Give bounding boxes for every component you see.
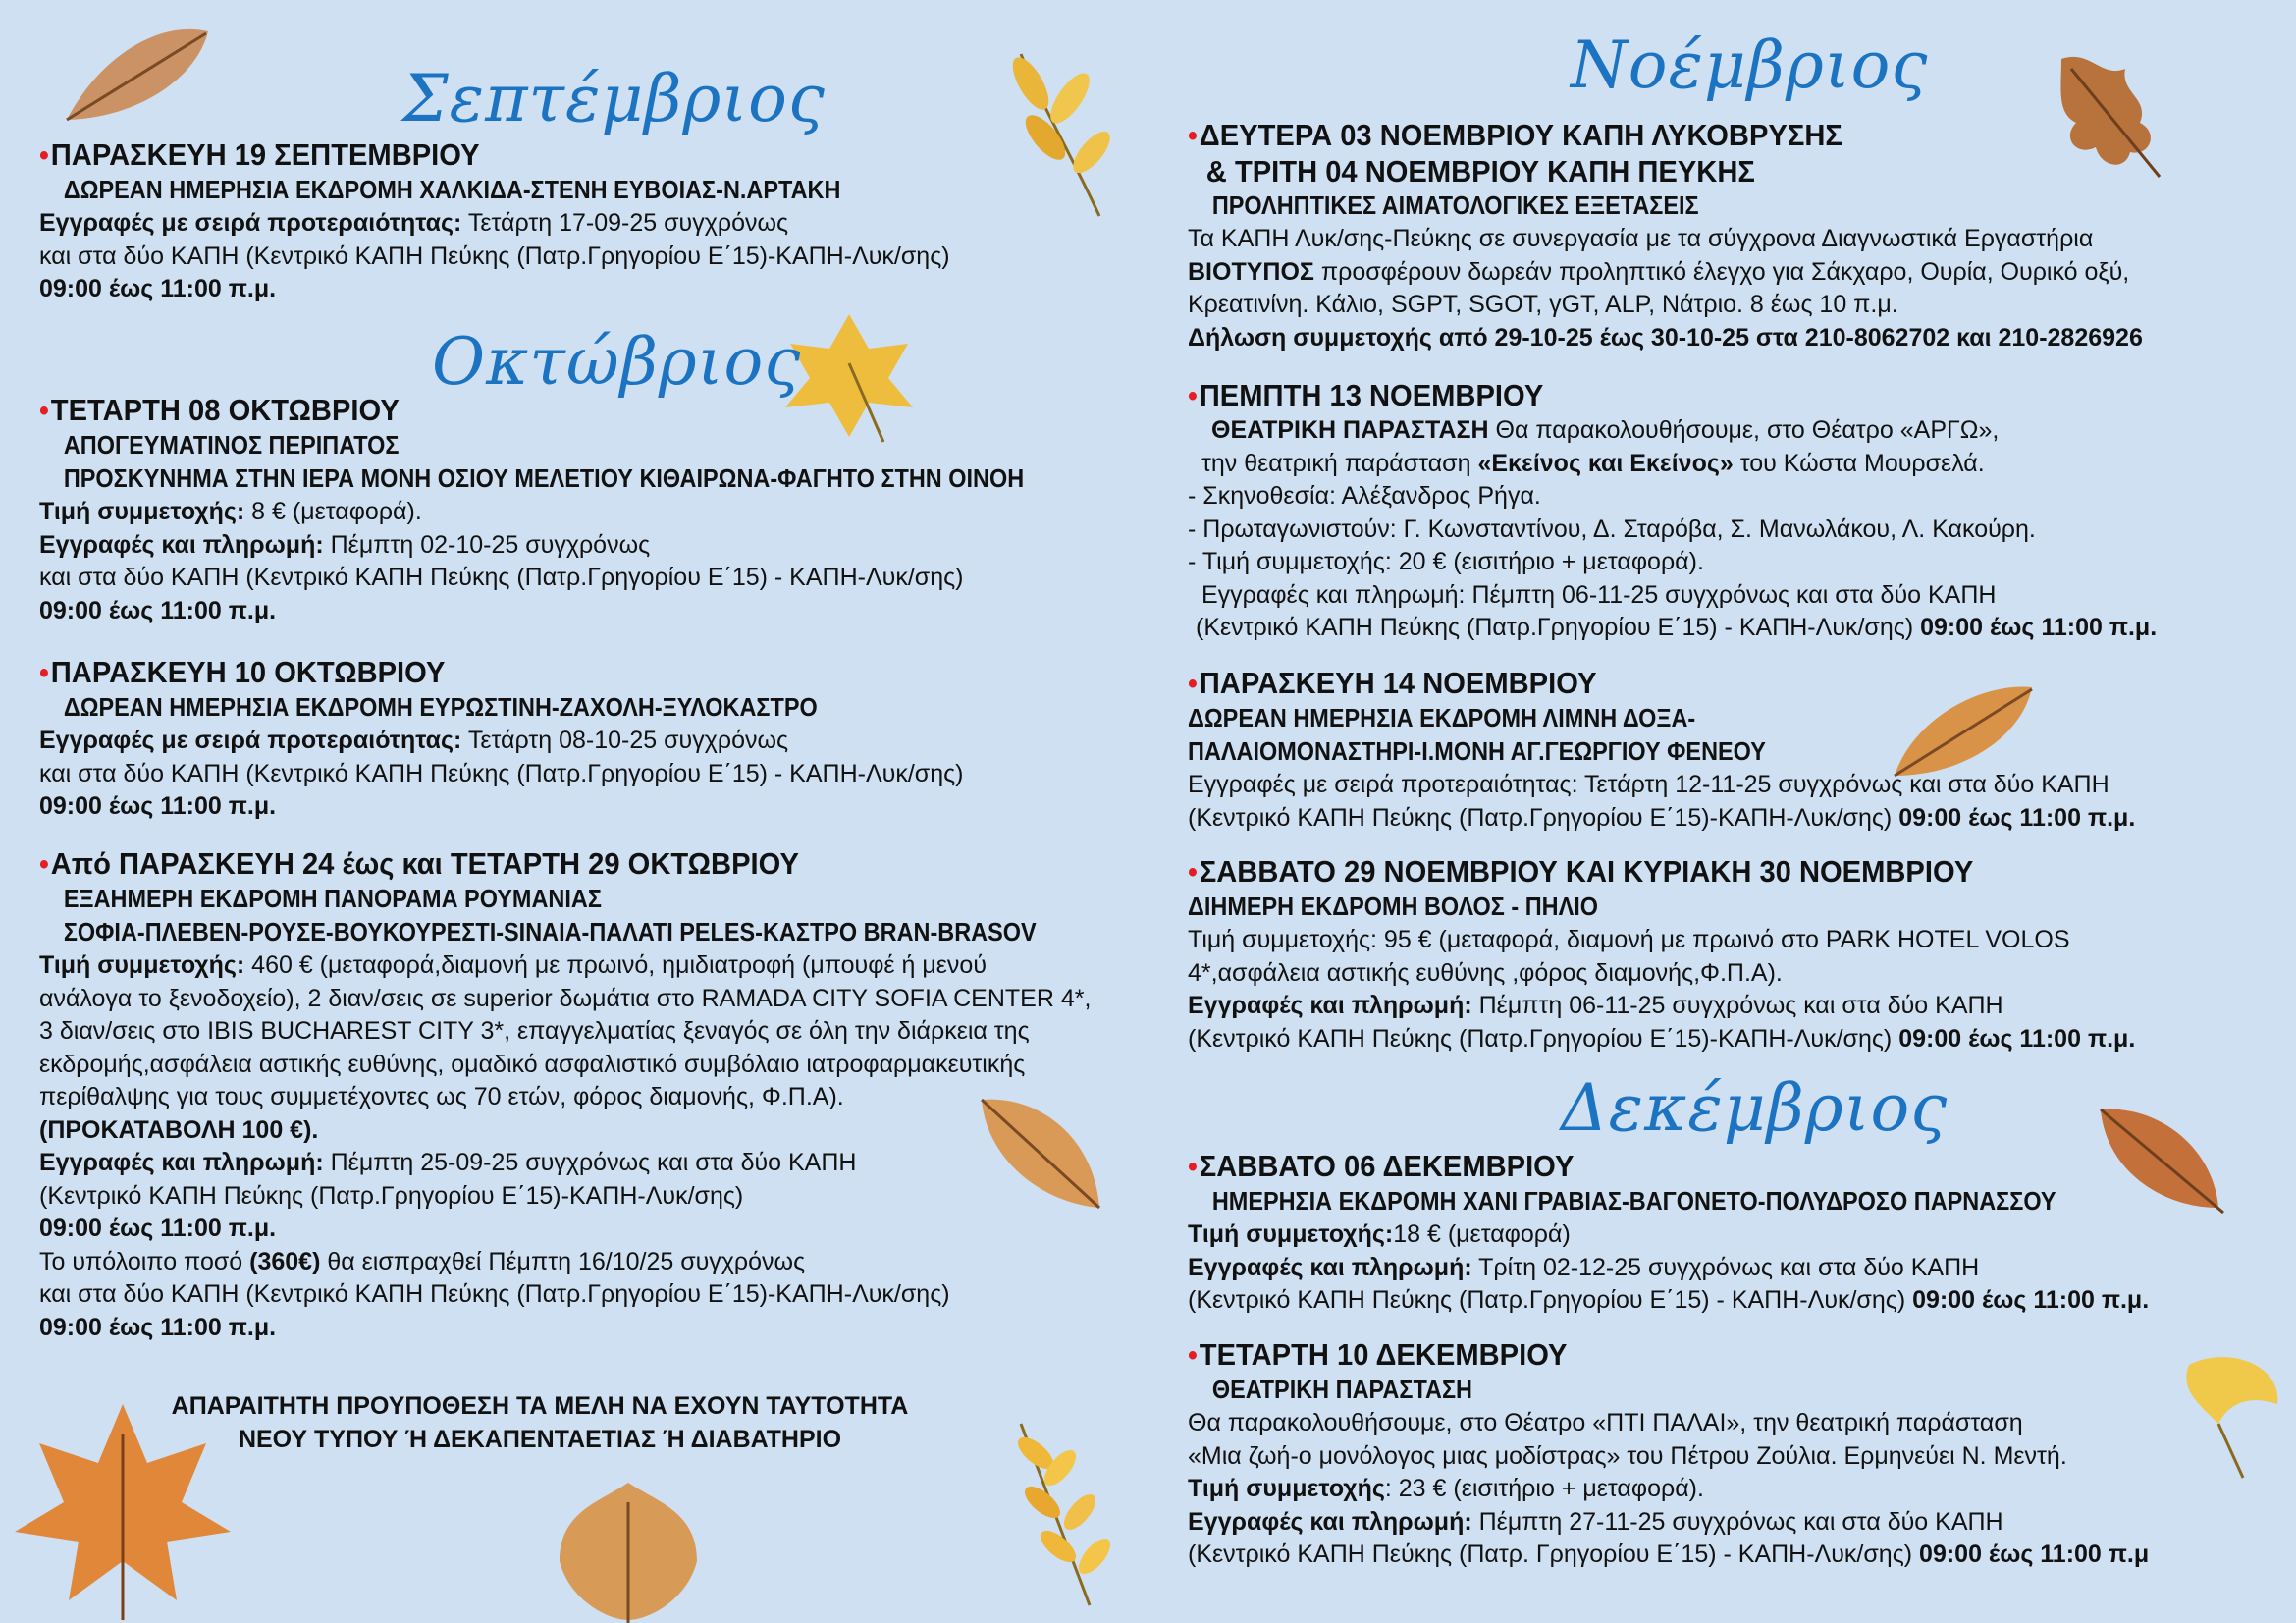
event-subtitle: ΔΙΗΜΕΡΗ ΕΚΔΡΟΜΗ ΒΟΛΟΣ - ΠΗΛΙΟ <box>1188 893 1599 921</box>
event-line: περίθαλψης για τους συμμετέχοντες ως 70 ετών, φόρος διαμονής, Φ.Π.Α). <box>39 1083 844 1110</box>
event-subtitle: ΑΠΟΓΕΥΜΑΤΙΝΟΣ ΠΕΡΙΠΑΤΟΣ <box>63 432 400 460</box>
bullet-icon: • <box>1188 1151 1198 1183</box>
event-line: Εγγραφές και πληρωμή: Τρίτη 02-12-25 συγχρόνως και στα δύο ΚΑΠΗ <box>1188 1253 1980 1281</box>
bullet-icon: • <box>1188 120 1198 152</box>
event-line: Εγγραφές και πληρωμή: Πέμπτη 06-11-25 συγχρόνως και στα δύο ΚΑΠΗ <box>1188 992 2003 1019</box>
event-line: (Κεντρικό ΚΑΠΗ Πεύκης (Πατρ.Γρηγορίου Ε΄15)-ΚΑΠΗ-Λυκ/σης) <box>39 1181 744 1210</box>
event-time: 09:00 έως 11:00 π.μ. <box>39 596 277 624</box>
event-line: Τα ΚΑΠΗ Λυκ/σης-Πεύκης σε συνεργασία με τα σύγχρονα Διαγνωστικά Εργαστήρια <box>1188 225 2094 252</box>
event-time: 09:00 έως 11:00 π.μ. <box>39 275 277 302</box>
event-subtitle: ΕΞΑΗΜΕΡΗ ΕΚΔΡΟΜΗ ΠΑΝΟΡΑΜΑ ΡΟΥΜΑΝΙΑΣ <box>63 886 602 913</box>
event-line: ΒΙΟΤΥΠΟΣ προσφέρουν δωρεάν προληπτικό έλεγχο για Σάκχαρο, Ουρία, Ουρικό οξύ, <box>1188 257 2130 286</box>
month-heading-december: Δεκέμβριος <box>1561 1070 1949 1146</box>
event-subtitle: ΔΩΡΕΑΝ ΗΜΕΡΗΣΙΑ ΕΚΔΡΟΜΗ ΧΑΛΚΙΔΑ-ΣΤΕΝΗ ΕΥΒΟΙΑΣ-Ν.ΑΡΤΑΚΗ <box>63 177 841 204</box>
event-line: 4*,ασφάλεια αστικής ευθύνης ,φόρος διαμονής,Φ.Π.Α). <box>1188 958 1783 987</box>
bullet-icon: • <box>39 657 49 689</box>
event-title: ΠΑΡΑΣΚΕΥΗ 19 ΣΕΠΤΕΜΒΡΙΟΥ <box>50 137 480 172</box>
event-line: (Κεντρικό ΚΑΠΗ Πεύκης (Πατρ.Γρηγορίου Ε΄15) - ΚΑΠΗ-Λυκ/σης) 09:00 έως 11:00 π.μ. <box>1188 1286 2150 1314</box>
event-time: 09:00 έως 11:00 π.μ. <box>39 1215 277 1242</box>
event-subtitle: ΠΑΛΑΙΟΜΟΝΑΣΤΗΡΙ-Ι.ΜΟΝΗ ΑΓ.ΓΕΩΡΓΙΟΥ ΦΕΝΕΟΥ <box>1188 738 1766 766</box>
bullet-icon: • <box>1188 856 1198 889</box>
event-title: ΠΕΜΠΤΗ 13 ΝΟΕΜΒΡΙΟΥ <box>1199 378 1544 412</box>
event-line: - Τιμή συμμετοχής: 20 € (εισιτήριο + μεταφορά). <box>1188 548 1704 575</box>
event-oct-24-29 <box>39 846 1123 1344</box>
event-nov-03-04 <box>1188 118 2143 354</box>
event-line: (Κεντρικό ΚΑΠΗ Πεύκης (Πατρ.Γρηγορίου Ε΄15)-ΚΑΠΗ-Λυκ/σης) 09:00 έως 11:00 π.μ. <box>1188 1024 2136 1053</box>
event-line: Εγγραφές και πληρωμή: Πέμπτη 25-09-25 συγχρόνως και στα δύο ΚΑΠΗ <box>39 1149 857 1176</box>
event-title: ΣΑΒΒΑΤΟ 29 ΝΟΕΜΒΡΙΟΥ ΚΑΙ ΚΥΡΙΑΚΗ 30 ΝΟΕΜΒΡΙΟΥ <box>1199 854 1974 889</box>
event-subtitle: ΘΕΑΤΡΙΚΗ ΠΑΡΑΣΤΑΣΗ <box>1211 1377 1473 1404</box>
event-title: & ΤΡΙΤΗ 04 ΝΟΕΜΒΡΙΟΥ ΚΑΠΗ ΠΕΥΚΗΣ <box>1205 154 1755 189</box>
event-title: ΠΑΡΑΣΚΕΥΗ 10 ΟΚΤΩΒΡΙΟΥ <box>50 655 446 689</box>
event-title: ΤΕΤΑΡΤΗ 08 ΟΚΤΩΒΡΙΟΥ <box>50 393 400 427</box>
event-line: Εγγραφές με σειρά προτεραιότητας: Τετάρτη 12-11-25 συγχρόνως και στα δύο ΚΑΠΗ <box>1188 771 2109 798</box>
bullet-icon: • <box>39 139 49 172</box>
bullet-icon: • <box>1188 1339 1198 1372</box>
event-line: - Σκηνοθεσία: Αλέξανδρος Ρήγα. <box>1188 482 1541 510</box>
event-line: (Κεντρικό ΚΑΠΗ Πεύκης (Πατρ.Γρηγορίου Ε΄15)-ΚΑΠΗ-Λυκ/σης) 09:00 έως 11:00 π.μ. <box>1188 803 2136 832</box>
event-line: «Μια ζωή-ο μονόλογος μιας μοδίστρας» του Πέτρου Ζούλια. Ερμηνεύει Ν. Μεντή. <box>1188 1441 2067 1470</box>
event-line: Τιμή συμμετοχής: 23 € (εισιτήριο + μεταφορά). <box>1188 1475 1704 1502</box>
event-line: Εγγραφές με σειρά προτεραιότητας: Τετάρτη 08-10-25 συγχρόνως <box>39 727 789 754</box>
event-line: Θα παρακολουθήσουμε, στο Θέατρο «ΠΤΙ ΠΑΛΑΙ», την θεατρική παράσταση <box>1188 1409 2023 1436</box>
event-line: - Πρωταγωνιστούν: Γ. Κωνσταντίνου, Δ. Σταρόβα, Σ. Μανωλάκου, Λ. Κακούρη. <box>1188 514 2036 543</box>
event-line: Τιμή συμμετοχής: 95 € (μεταφορά, διαμονή με πρωινό στο PARK HOTEL VOLOS <box>1188 926 2070 953</box>
event-title: ΤΕΤΑΡΤΗ 10 ΔΕΚΕΜΒΡΙΟΥ <box>1199 1337 1568 1372</box>
event-line: Εγγραφές και πληρωμή: Πέμπτη 27-11-25 συγχρόνως και στα δύο ΚΑΠΗ <box>1188 1507 2003 1536</box>
event-line: (Κεντρικό ΚΑΠΗ Πεύκης (Πατρ.Γρηγορίου Ε΄15) - ΚΑΠΗ-Λυκ/σης) 09:00 έως 11:00 π.μ. <box>1196 614 2158 641</box>
event-title: Από ΠΑΡΑΣΚΕΥΗ 24 έως και ΤΕΤΑΡΤΗ 29 ΟΚΤΩΒΡΙΟΥ <box>50 846 799 881</box>
event-subtitle: ΔΩΡΕΑΝ ΗΜΕΡΗΣΙΑ ΕΚΔΡΟΜΗ ΛΙΜΝΗ ΔΟΞΑ- <box>1188 705 1696 732</box>
event-line: Κρεατινίνη. Κάλιο, SGPT, SGOT, γGT, ALP, Νάτριο. 8 έως 10 π.μ. <box>1188 291 1898 318</box>
event-subtitle: ΔΩΡΕΑΝ ΗΜΕΡΗΣΙΑ ΕΚΔΡΟΜΗ ΕΥΡΩΣΤΙΝΗ-ΖΑΧΟΛΗ-ΞΥΛΟΚΑΣΤΡΟ <box>63 694 818 722</box>
event-time: 09:00 έως 11:00 π.μ. <box>39 792 277 820</box>
event-line: Εγγραφές και πληρωμή: Πέμπτη 02-10-25 συγχρόνως <box>39 530 651 559</box>
month-heading-october: Οκτώβριος <box>432 324 802 400</box>
event-nov-14 <box>1188 666 2135 835</box>
event-line: Εγγραφές και πληρωμή: Πέμπτη 06-11-25 συγχρόνως και στα δύο ΚΑΠΗ <box>1201 580 1997 609</box>
note-line: ΑΠΑΡΑΙΤΗΤΗ ΠΡΟΥΠΟΘΕΣΗ ΤΑ ΜΕΛΗ ΝΑ ΕΧΟΥΝ ΤΑΥΤΟΤΗΤΑ <box>171 1392 909 1420</box>
event-title: ΣΑΒΒΑΤΟ 06 ΔΕΚΕΜΒΡΙΟΥ <box>1199 1149 1575 1183</box>
event-line: Τιμή συμμετοχής: 8 € (μεταφορά). <box>39 498 422 525</box>
event-nov-29-30 <box>1188 854 2135 1055</box>
event-subtitle: ΣΟΦΙΑ-ΠΛΕΒΕΝ-ΡΟΥΣΕ-ΒΟΥΚΟΥΡΕΣΤΙ-SINAIA-ΠΑΛΑΤΙ PELES-ΚΑΣΤΡΟ BRAN-BRASOV <box>63 919 1037 947</box>
event-line: την θεατρική παράσταση «Εκείνος και Εκείνος» του Κώστα Μουρσελά. <box>1201 449 1985 477</box>
event-line: εκδρομής,ασφάλεια αστικής ευθύνης, ομαδικό ασφαλιστικό συμβόλαιο ιατροφαρμακευτικής <box>39 1050 1026 1078</box>
event-line: 3 διαν/σεις στο IBIS BUCHAREST CITY 3*, επαγγελματίας ξεναγός σε όλη την διάρκεια της <box>39 1017 1030 1045</box>
event-subtitle: ΠΡΟΛΗΠΤΙΚΕΣ ΑΙΜΑΤΟΛΟΓΙΚΕΣ ΕΞΕΤΑΣΕΙΣ <box>1211 192 1699 220</box>
event-dec-10 <box>1188 1337 2149 1572</box>
brown-leaf-icon <box>59 20 216 128</box>
tulip-leaf-icon <box>550 1473 707 1623</box>
event-oct-10 <box>39 655 963 824</box>
event-subtitle: ΗΜΕΡΗΣΙΑ ΕΚΔΡΟΜΗ ΧΑΝΙ ΓΡΑΒΙΑΣ-ΒΑΓΟΝΕΤΟ-ΠΟΛΥΔΡΟΣΟ ΠΑΡΝΑΣΣΟΥ <box>1211 1188 2056 1216</box>
event-oct-08 <box>39 393 1109 627</box>
event-line: Δήλωση συμμετοχής από 29-10-25 έως 30-10-25 στα 210-8062702 και 210-2826926 <box>1188 323 2143 352</box>
event-line: και στα δύο ΚΑΠΗ (Κεντρικό ΚΑΠΗ Πεύκης (Πατρ.Γρηγορίου Ε΄15) - ΚΑΠΗ-Λυκ/σης) <box>39 759 964 787</box>
event-line: και στα δύο ΚΑΠΗ (Κεντρικό ΚΑΠΗ Πεύκης (Πατρ.Γρηγορίου Ε΄15) - ΚΑΠΗ-Λυκ/σης) <box>39 564 964 591</box>
event-line: ανάλογα το ξενοδοχείο), 2 διαν/σεις σε superior δωμάτια στο RAMADA CITY SOFIA CENTER 4*, <box>39 984 1092 1012</box>
event-line: Τιμή συμμετοχής: 460 € (μεταφορά,διαμονή με πρωινό, ημιδιατροφή (μπουφέ ή μενού <box>39 951 987 979</box>
event-line: και στα δύο ΚΑΠΗ (Κεντρικό ΚΑΠΗ Πεύκης (Πατρ.Γρηγορίου Ε΄15)-ΚΑΠΗ-Λυκ/σης) <box>39 1280 950 1308</box>
requirement-note <box>167 1389 913 1456</box>
bullet-icon: • <box>39 395 49 427</box>
yellow-fern-leaf-icon <box>982 1414 1129 1610</box>
event-dec-06 <box>1188 1149 2149 1318</box>
event-line: (Κεντρικό ΚΑΠΗ Πεύκης (Πατρ. Γρηγορίου Ε΄15) - ΚΑΠΗ-Λυκ/σης) 09:00 έως 11:00 π.μ <box>1188 1541 2150 1568</box>
event-title: ΔΕΥΤΕΡΑ 03 ΝΟΕΜΒΡΙΟΥ ΚΑΠΗ ΛΥΚΟΒΡΥΣΗΣ <box>1199 118 1842 152</box>
event-line: και στα δύο ΚΑΠΗ (Κεντρικό ΚΑΠΗ Πεύκης (Πατρ.Γρηγορίου Ε΄15)-ΚΑΠΗ-Λυκ/σης) <box>39 242 950 270</box>
event-line: (ΠΡΟΚΑΤΑΒΟΛΗ 100 €). <box>39 1115 319 1144</box>
ginkgo-leaf-icon <box>2169 1345 2287 1483</box>
month-heading-september: Σεπτέμβριος <box>402 61 826 136</box>
event-time: 09:00 έως 11:00 π.μ. <box>39 1313 277 1341</box>
yellow-branch-leaf-icon <box>1001 44 1119 221</box>
event-line: Εγγραφές με σειρά προτεραιότητας: Τετάρτη 17-09-25 συγχρόνως <box>39 209 789 237</box>
month-heading-november: Νοέμβριος <box>1571 27 1929 103</box>
event-line: Το υπόλοιπο ποσό (360€) θα εισπραχθεί Πέμπτη 16/10/25 συγχρόνως <box>39 1247 806 1275</box>
bullet-icon: • <box>39 848 49 881</box>
event-nov-13 <box>1188 378 2157 645</box>
note-line: ΝΕΟΥ ΤΥΠΟΥ Ή ΔΕΚΑΠΕΝΤΑΕΤΙΑΣ Ή ΔΙΑΒΑΤΗΡΙΟ <box>238 1426 842 1453</box>
event-subtitle: ΠΡΟΣΚΥΝΗΜΑ ΣΤΗΝ ΙΕΡΑ ΜΟΝΗ ΟΣΙΟΥ ΜΕΛΕΤΙΟΥ ΚΙΘΑΙΡΩΝΑ-ΦΑΓΗΤΟ ΣΤΗΝ ΟΙΝΟΗ <box>63 465 1025 493</box>
bullet-icon: • <box>1188 380 1198 412</box>
bullet-icon: • <box>1188 668 1198 700</box>
event-line: Τιμή συμμετοχής:18 € (μεταφορά) <box>1188 1220 1571 1248</box>
event-sep-19 <box>39 137 950 306</box>
event-title: ΠΑΡΑΣΚΕΥΗ 14 ΝΟΕΜΒΡΙΟΥ <box>1199 666 1597 700</box>
event-line: ΘΕΑΤΡΙΚΗ ΠΑΡΑΣΤΑΣΗ Θα παρακολουθήσουμε, στο Θέατρο «ΑΡΓΩ», <box>1211 416 2000 444</box>
